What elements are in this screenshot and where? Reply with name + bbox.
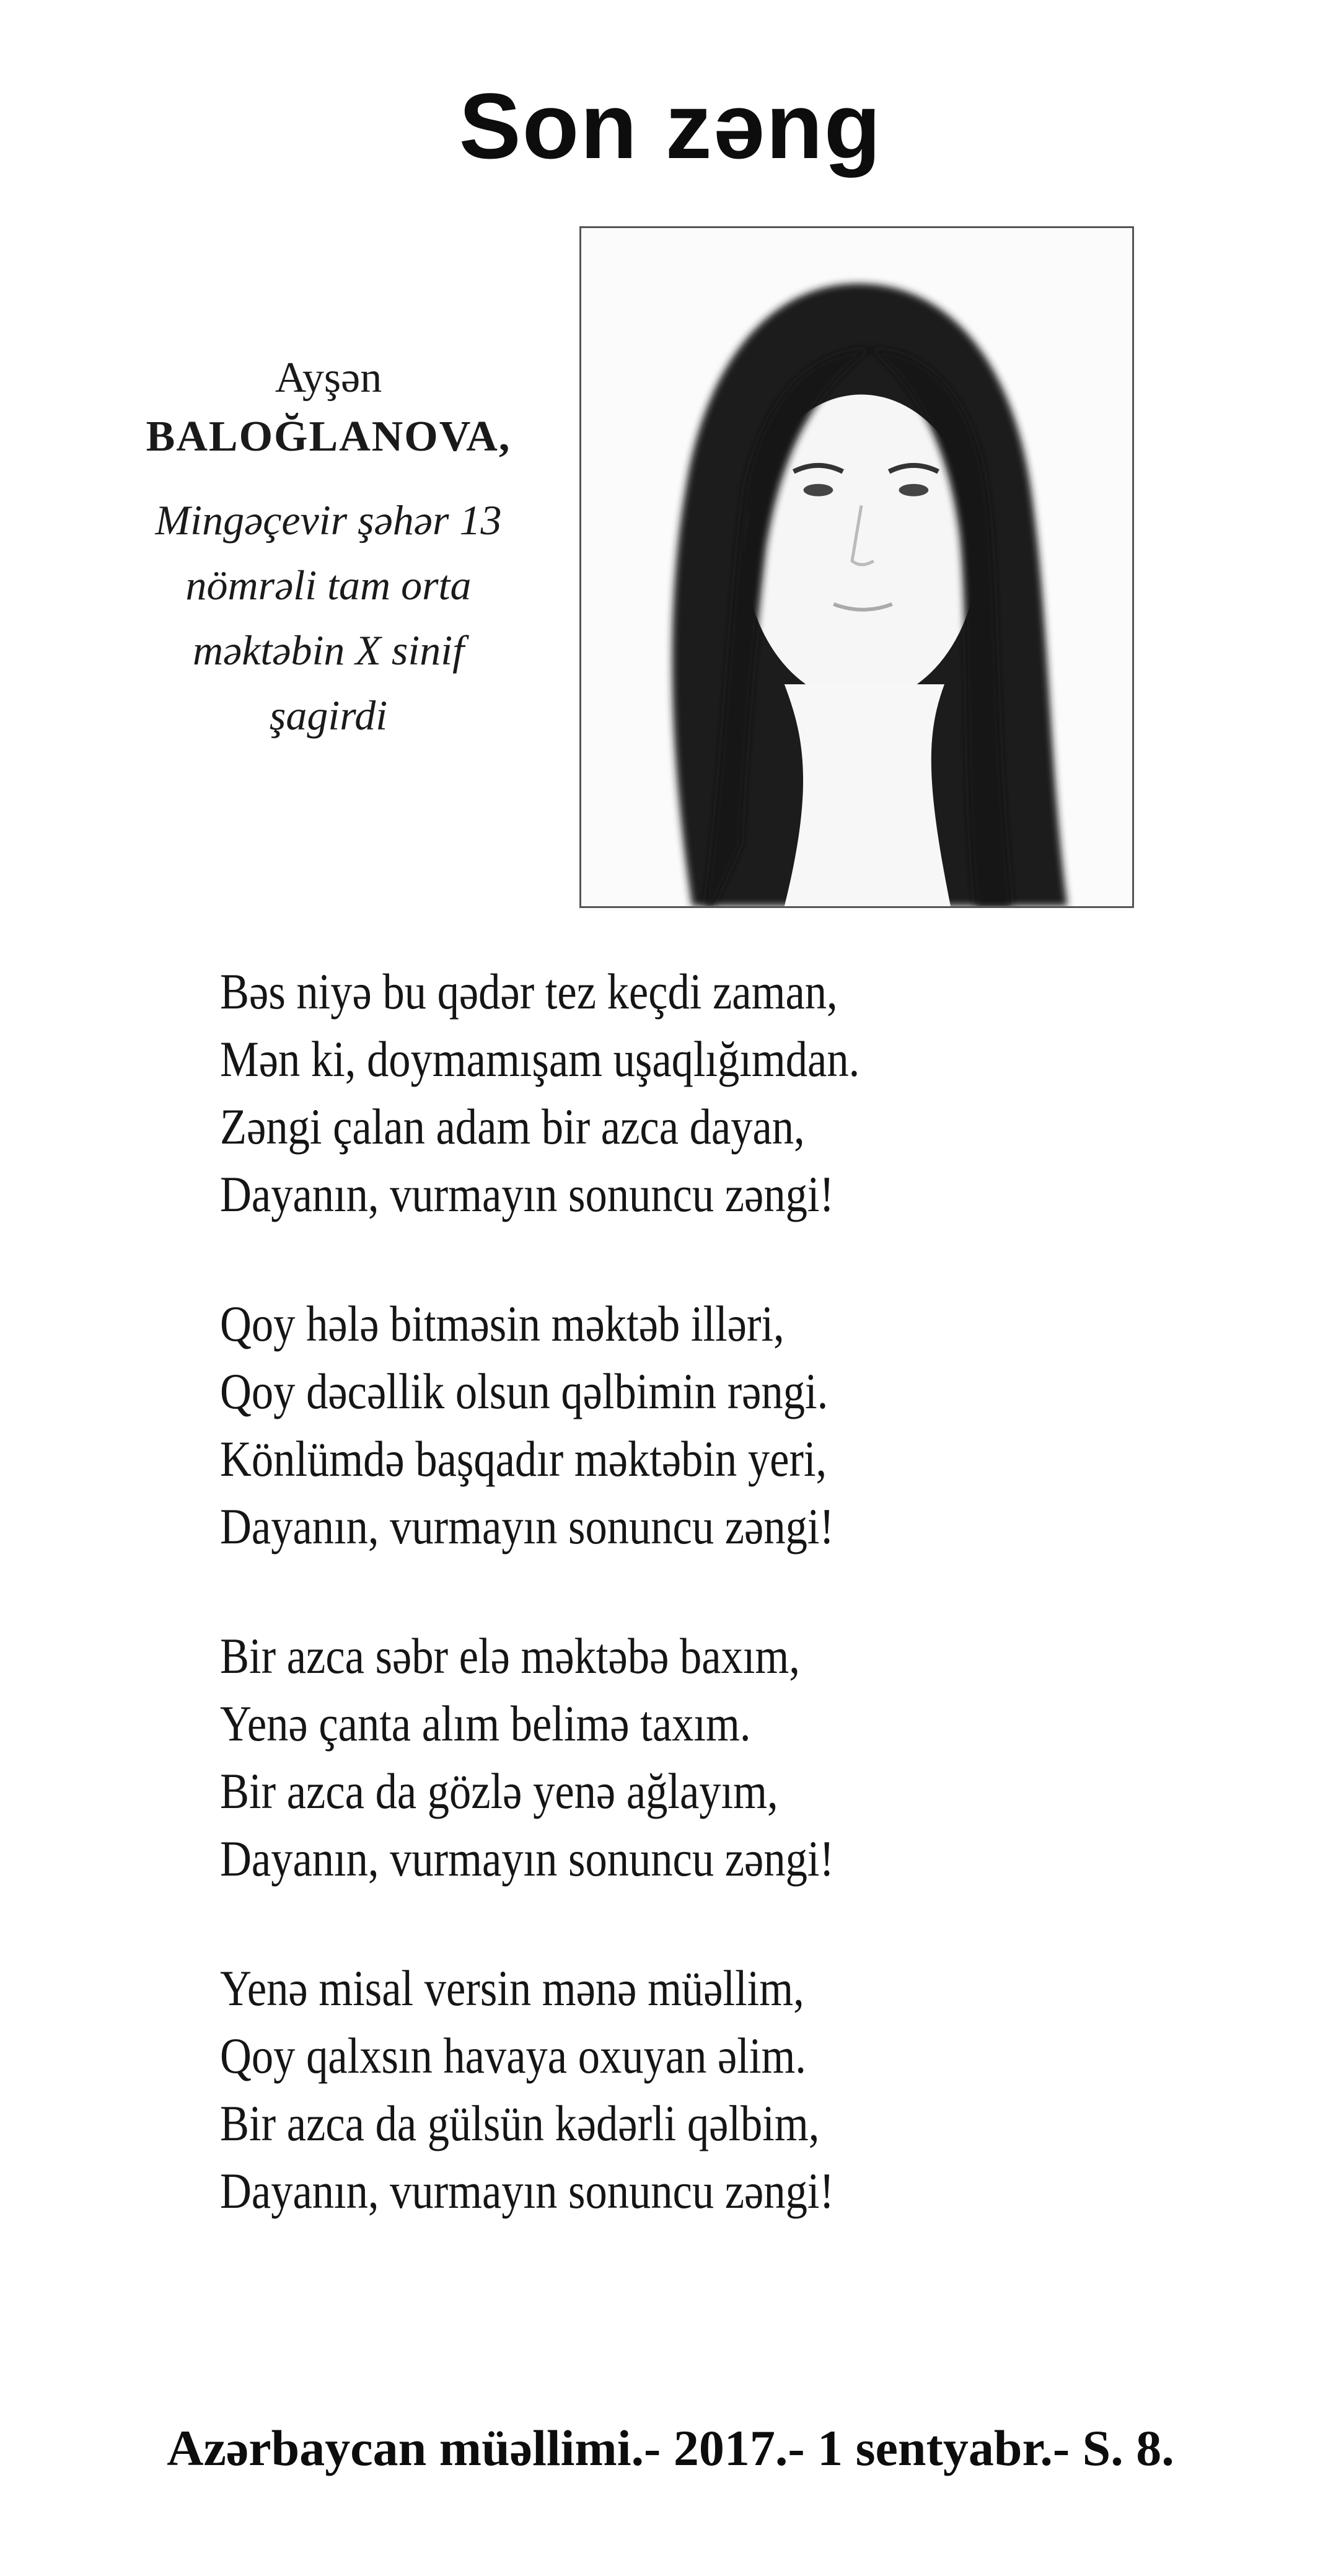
poem (220, 958, 1073, 2287)
affiliation-line: nömrəli tam orta (185, 562, 472, 609)
poem-line: Yenə çanta alım belimə taxım. (220, 1695, 751, 1752)
poem-line: Yenə misal versin mənə müəllim, (220, 1960, 804, 2016)
poem-line: Qoy hələ bitməsin məktəb illəri, (220, 1295, 785, 1352)
poem-line: Qoy qalxsın havaya oxuyan əlim. (220, 2027, 806, 2084)
poem-stanza (220, 1954, 1073, 2225)
poem-stanza (220, 1622, 1073, 1892)
poem-line: Bir azca səbr elə məktəbə baxım, (220, 1628, 800, 1684)
affiliation-line: məktəbin X sinif (192, 627, 465, 674)
poem-stanza (220, 1290, 1073, 1560)
poem-line: Bir azca da gözlə yenə ağlayım, (220, 1763, 778, 1819)
poem-stanza (220, 958, 1073, 1228)
affiliation-line: şagirdi (269, 692, 388, 739)
poem-line: Dayanın, vurmayın sonuncu zəngi! (220, 1498, 834, 1555)
author-last-name: BALOĞLANOVA, (146, 413, 511, 461)
portrait-photo-icon (581, 228, 1132, 906)
author-first-name: Ayşən (275, 354, 382, 402)
page-title: Son zəng (459, 74, 882, 178)
poem-line: Könlümdə başqadır məktəbin yeri, (220, 1431, 827, 1487)
author-affiliation (124, 488, 533, 748)
poem-line: Qoy dəcəllik olsun qəlbimin rəngi. (220, 1363, 829, 1419)
poem-line: Dayanın, vurmayın sonuncu zəngi! (220, 1166, 834, 1222)
author-photo (579, 226, 1134, 908)
poem-line: Zəngi çalan adam bir azca dayan, (220, 1098, 805, 1155)
poem-line: Bəs niyə bu qədər tez keçdi zaman, (220, 963, 838, 1020)
poem-line: Mən ki, doymamışam uşaqlığımdan. (220, 1031, 860, 1087)
author-block (124, 350, 533, 748)
poem-line: Dayanın, vurmayın sonuncu zəngi! (220, 1830, 834, 1887)
poem-line: Bir azca da gülsün kədərli qəlbim, (220, 2095, 820, 2151)
poem-line: Dayanın, vurmayın sonuncu zəngi! (220, 2163, 834, 2219)
source-citation: Azərbaycan müəllimi.- 2017.- 1 sentyabr.- S. 8. (167, 2420, 1174, 2476)
affiliation-line: Mingəçevir şəhər 13 (155, 496, 502, 544)
